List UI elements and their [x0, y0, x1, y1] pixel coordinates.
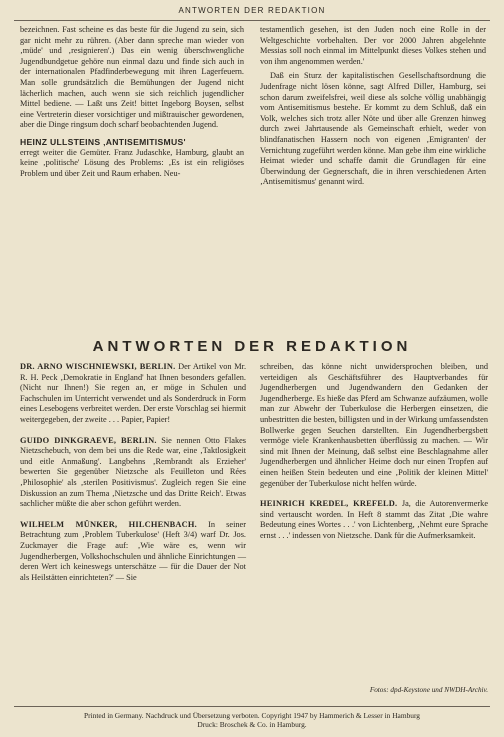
answer-name: HEINRICH KREDEL, KREFELD. — [260, 499, 398, 509]
answer-text: Der Artikel von Mr. R. H. Peck ‚Demokratie in England' hat Ihnen besonders gefallen. (Nicht nur Ihnen!) Sie regen an, er möge in Schulen und Fachschulen im Unterricht verwendet und als Sonderdruck in Form eines Lesebogens verbreitet werden. Der erste Vorschlag sei hiermit weitergegeben, der zweite . . . Papier, Papier! — [20, 362, 247, 424]
answer-name: WILHELM MÜNKER, HILCHENBACH. — [20, 519, 197, 529]
footer-rule — [14, 706, 490, 707]
photo-credits: Fotos: dpd-Keystone und NWDH-Archiv. — [369, 686, 488, 694]
answer-text: Sie nennen Otto Flakes Nietzschebuch, von dem bei uns die Rede war, eine ‚Taktlosigkeit und eitle Anmaßung'. Langbehns ‚Rembrandt als Erzieher' bewerten Sie gegenüber Nietzsche als Feuilleton und Rées ‚Philosophie' als ‚sterilen Positivismus'. Zugleich regen Sie eine Diskussion an zum Thema ‚Nietzsche und das Dritte Reich'. Etwas sachlicher müßte die aber schon geführt werden. — [20, 435, 247, 509]
answers-left-column — [20, 362, 246, 593]
top-left-column — [20, 25, 244, 183]
answers-right-column — [260, 362, 488, 552]
imprint-footer — [0, 711, 504, 730]
paragraph: Daß ein Sturz der kapitalistischen Gesellschaftsordnung die Judenfrage nicht lösen könne, sagt Alfred Diller, Hamburg, sei schon darum zweifelsfrei, weil diese als solche völlig unabhängig vom Antisemitismus bestehe. Er kommt zu dem Schluß, daß ein Volk, welches sich trotz aller Nöte und über alle Grenzen hinweg durch zwei Jahrtausende als Gemeinschaft erhielt, weder von blindfanatischen Hassern noch von eigenen ‚Emigranten' der Vernichtung zugeführt werden könne. Man gebe ihm eine wirkliche Heimat wieder und schaffe damit die Grundlagen für eine Überwindung der Gegnerschaft, die in ihren verschiedenen Arten ‚Antisemitismus' genannt wird. — [260, 71, 486, 187]
answer-entry — [20, 362, 246, 426]
paragraph: bezeichnen. Fast scheine es das beste für die Jugend zu sein, sich gar nicht mehr zu rühren. (Aber dann spreche man wieder von ‚müde' und ‚resignieren'.) Das ein wenig überschwengliche Jugendbundgetue gehöre nun einmal dazu und finde sich auch in der internationalen Pfadfinderbewegung mit ihren Lagerfeuern. Man solle grundsätzlich die Bemühungen der Jugend nicht lächerlich machen, auch wenn sie sich reichlich jugendlicher Mittel bediene. — Laßt uns Zeit! bittet Ingeborg Boysen, selbst eine Vertreterin dieser vorsichtiger und mißtrauischer gewordenen, aber die Dinge ringsum doch scharf beobachtenden Jugend. — [20, 25, 244, 130]
answer-name: DR. ARNO WISCHNIEWSKI, BERLIN. — [20, 362, 176, 371]
section-heading: HEINZ ULLSTEINS ‚ANTISEMITISMUS' — [20, 136, 186, 147]
answer-name: GUIDO DINKGRAEVE, BERLIN. — [20, 435, 157, 445]
answer-entry — [260, 362, 488, 489]
paragraph: testamentlich gesehen, ist den Juden noch eine Rolle in der Weltgeschichte vorbehalten. Der vor 2000 Jahren abgelehnte Messias soll noch einmal im Mittelpunkt dieses Volkes stehen und von ihm angenommen werden.' — [260, 25, 486, 66]
answer-entry — [20, 436, 246, 510]
section-title: ANTWORTEN DER REDAKTION — [92, 338, 412, 355]
top-right-column — [260, 25, 486, 192]
footer-line: Printed in Germany. Nachdruck und Übersetzung verboten. Copyright 1947 by Hammerich & Lesser in Hamburg — [84, 711, 420, 720]
answer-text: In seiner Betrachtung zum ‚Problem Tuberkulose' (Heft 3/4) warf Dr. Jos. Zuckmayer die Frage auf: ‚Wie wäre es, wenn wir Jugendherbergen, Volkshochschulen und ähnliche Einrichtungen — deren Wert ich keineswegs unterschätze — für die Dauer der Not als Heilstätten einrichteten?' — Sie — [20, 519, 246, 582]
answer-text: Ja, die Autorenvermerke sind vertauscht worden. In Heft 8 stammt das Zitat ‚Die wahre Bedeutung eines Wortes . . .' von Lichtenberg, ‚Nehmt eure Sprache ernst . . .' indessen von Nietzsche. Dank für die Aufmerksamkeit. — [260, 499, 488, 540]
answer-entry — [260, 499, 488, 541]
answer-text: schreiben, das könne nicht unwidersprochen bleiben, und verteidigen als Geschäftsführer des Hauptverbandes für Jugendherbergen und Jugendwandern den Gedanken der Jugendherberge. Es hieße das Pferd am Schwanze aufzäumen, wolle man zur Abwehr der Tuberkulose die Herbergen einsetzen, die unbestritten die besten, billigsten und in der Wirkung umfassendsten Bollwerke gegen Seuchen darstellten. Ein Jugendherbergsbett vermöge viele Krankenhausbetten überflüssig zu machen. — Wir sind mit Ihnen der Meinung, daß selbst eine Beschlagnahme aller Jugendherbergen und ähnlicher Heime doch nur einen Tropfen auf einen heißen Stein bedeuten und eine ‚Politik der kleinen Mittel' gegenüber der Tuberkulose nicht helfen würde. — [260, 362, 488, 488]
header-rule — [14, 20, 490, 21]
running-head: ANTWORTEN DER REDAKTION — [178, 6, 326, 15]
footer-line: Druck: Broschek & Co. in Hamburg. — [197, 720, 307, 730]
answer-entry — [20, 520, 246, 584]
paragraph: erregt weiter die Gemüter. Franz Judaschke, Hamburg, glaubt an keine ‚politische' Lösung des Problems: ‚Es ist ein religiöses Problem und über Zeit und Raum erhaben. Neu- — [20, 147, 244, 178]
